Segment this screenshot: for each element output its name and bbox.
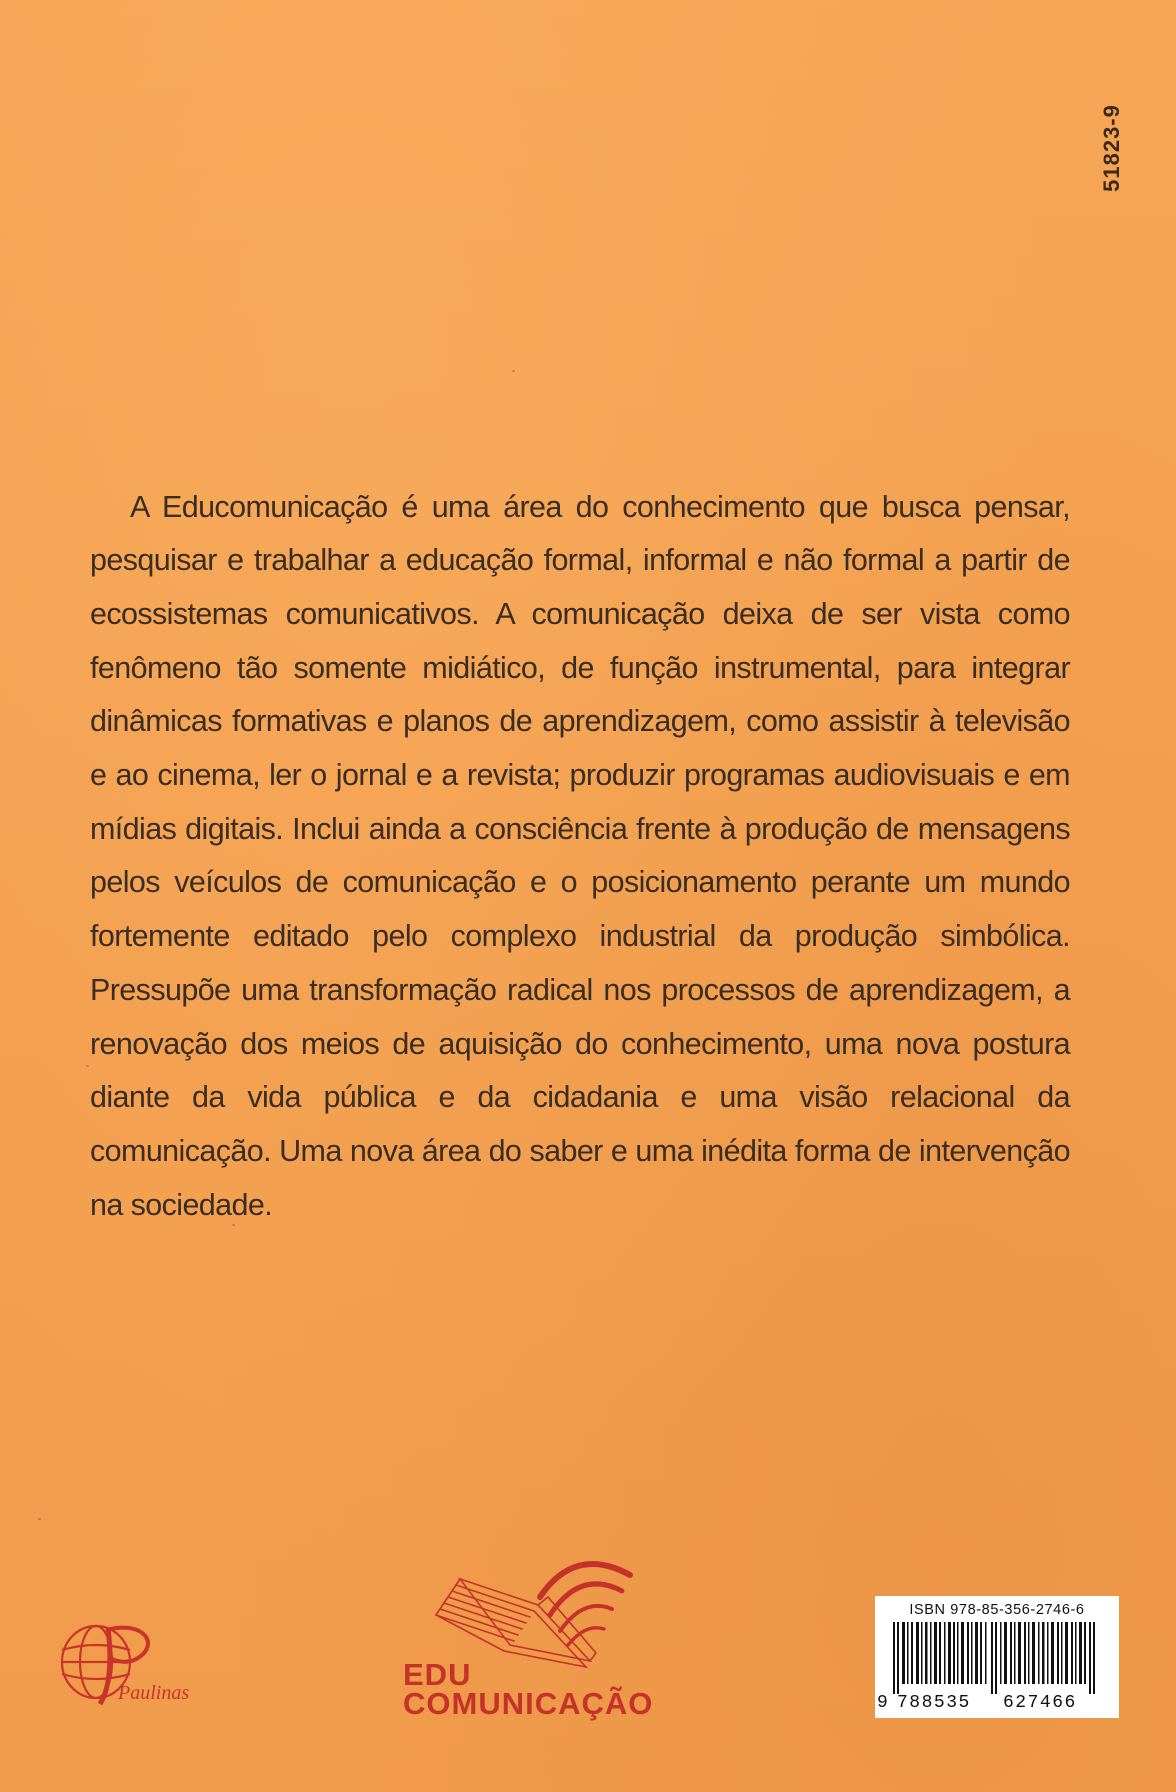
scan-speck: [38, 1518, 41, 1520]
cover-blurb: A Educomunicação é uma área do conhecimento que busca pensar, pesquisar e trabalhar a educação formal, informal e não formal a partir de ecossistemas comunicativos. A comunicação deixa de ser vista como fenômeno tão somente midiático, de função instrumental, para integrar dinâmicas formativas e planos de aprendizagem, como assistir à televisão e ao cinema, ler o jornal e a revista; produzir programas audiovisuais e em mídias digitais. Inclui ainda a consciência frente à produção de mensagens pelos veículos de comunicação e o posicionamento perante um mundo fortemente editado pelo complexo industrial da produção simbólica. Pressupõe uma transformação radical nos processos de aprendizagem, a renovação dos meios de aquisição do conhecimento, uma nova postura diante da vida pública e da cidadania e uma visão relacional da comunicação. Uma nova área do saber e uma inédita forma de intervenção na sociedade.: [90, 489, 1070, 1222]
barcode-digit-first: 9: [877, 1693, 888, 1713]
barcode-digits-left: 788535: [897, 1693, 971, 1713]
catalog-code-text: 51823-9: [1099, 104, 1124, 192]
series-logo-line2: COMUNICAÇÃO: [403, 1686, 654, 1721]
publisher-name: Paulinas: [118, 1682, 190, 1704]
barcode-digits-right: 627466: [1003, 1693, 1077, 1713]
scan-speck: [232, 1224, 235, 1226]
series-logo-line1: EDU: [403, 1657, 472, 1692]
barcode-bars: [883, 1622, 1111, 1694]
catalog-code: [1097, 88, 1127, 208]
isbn-label: ISBN 978-85-356-2746-6: [909, 1602, 1085, 1618]
isbn-barcode: [875, 1596, 1119, 1718]
scan-speck: [512, 370, 515, 372]
scan-speck: [86, 1065, 89, 1067]
